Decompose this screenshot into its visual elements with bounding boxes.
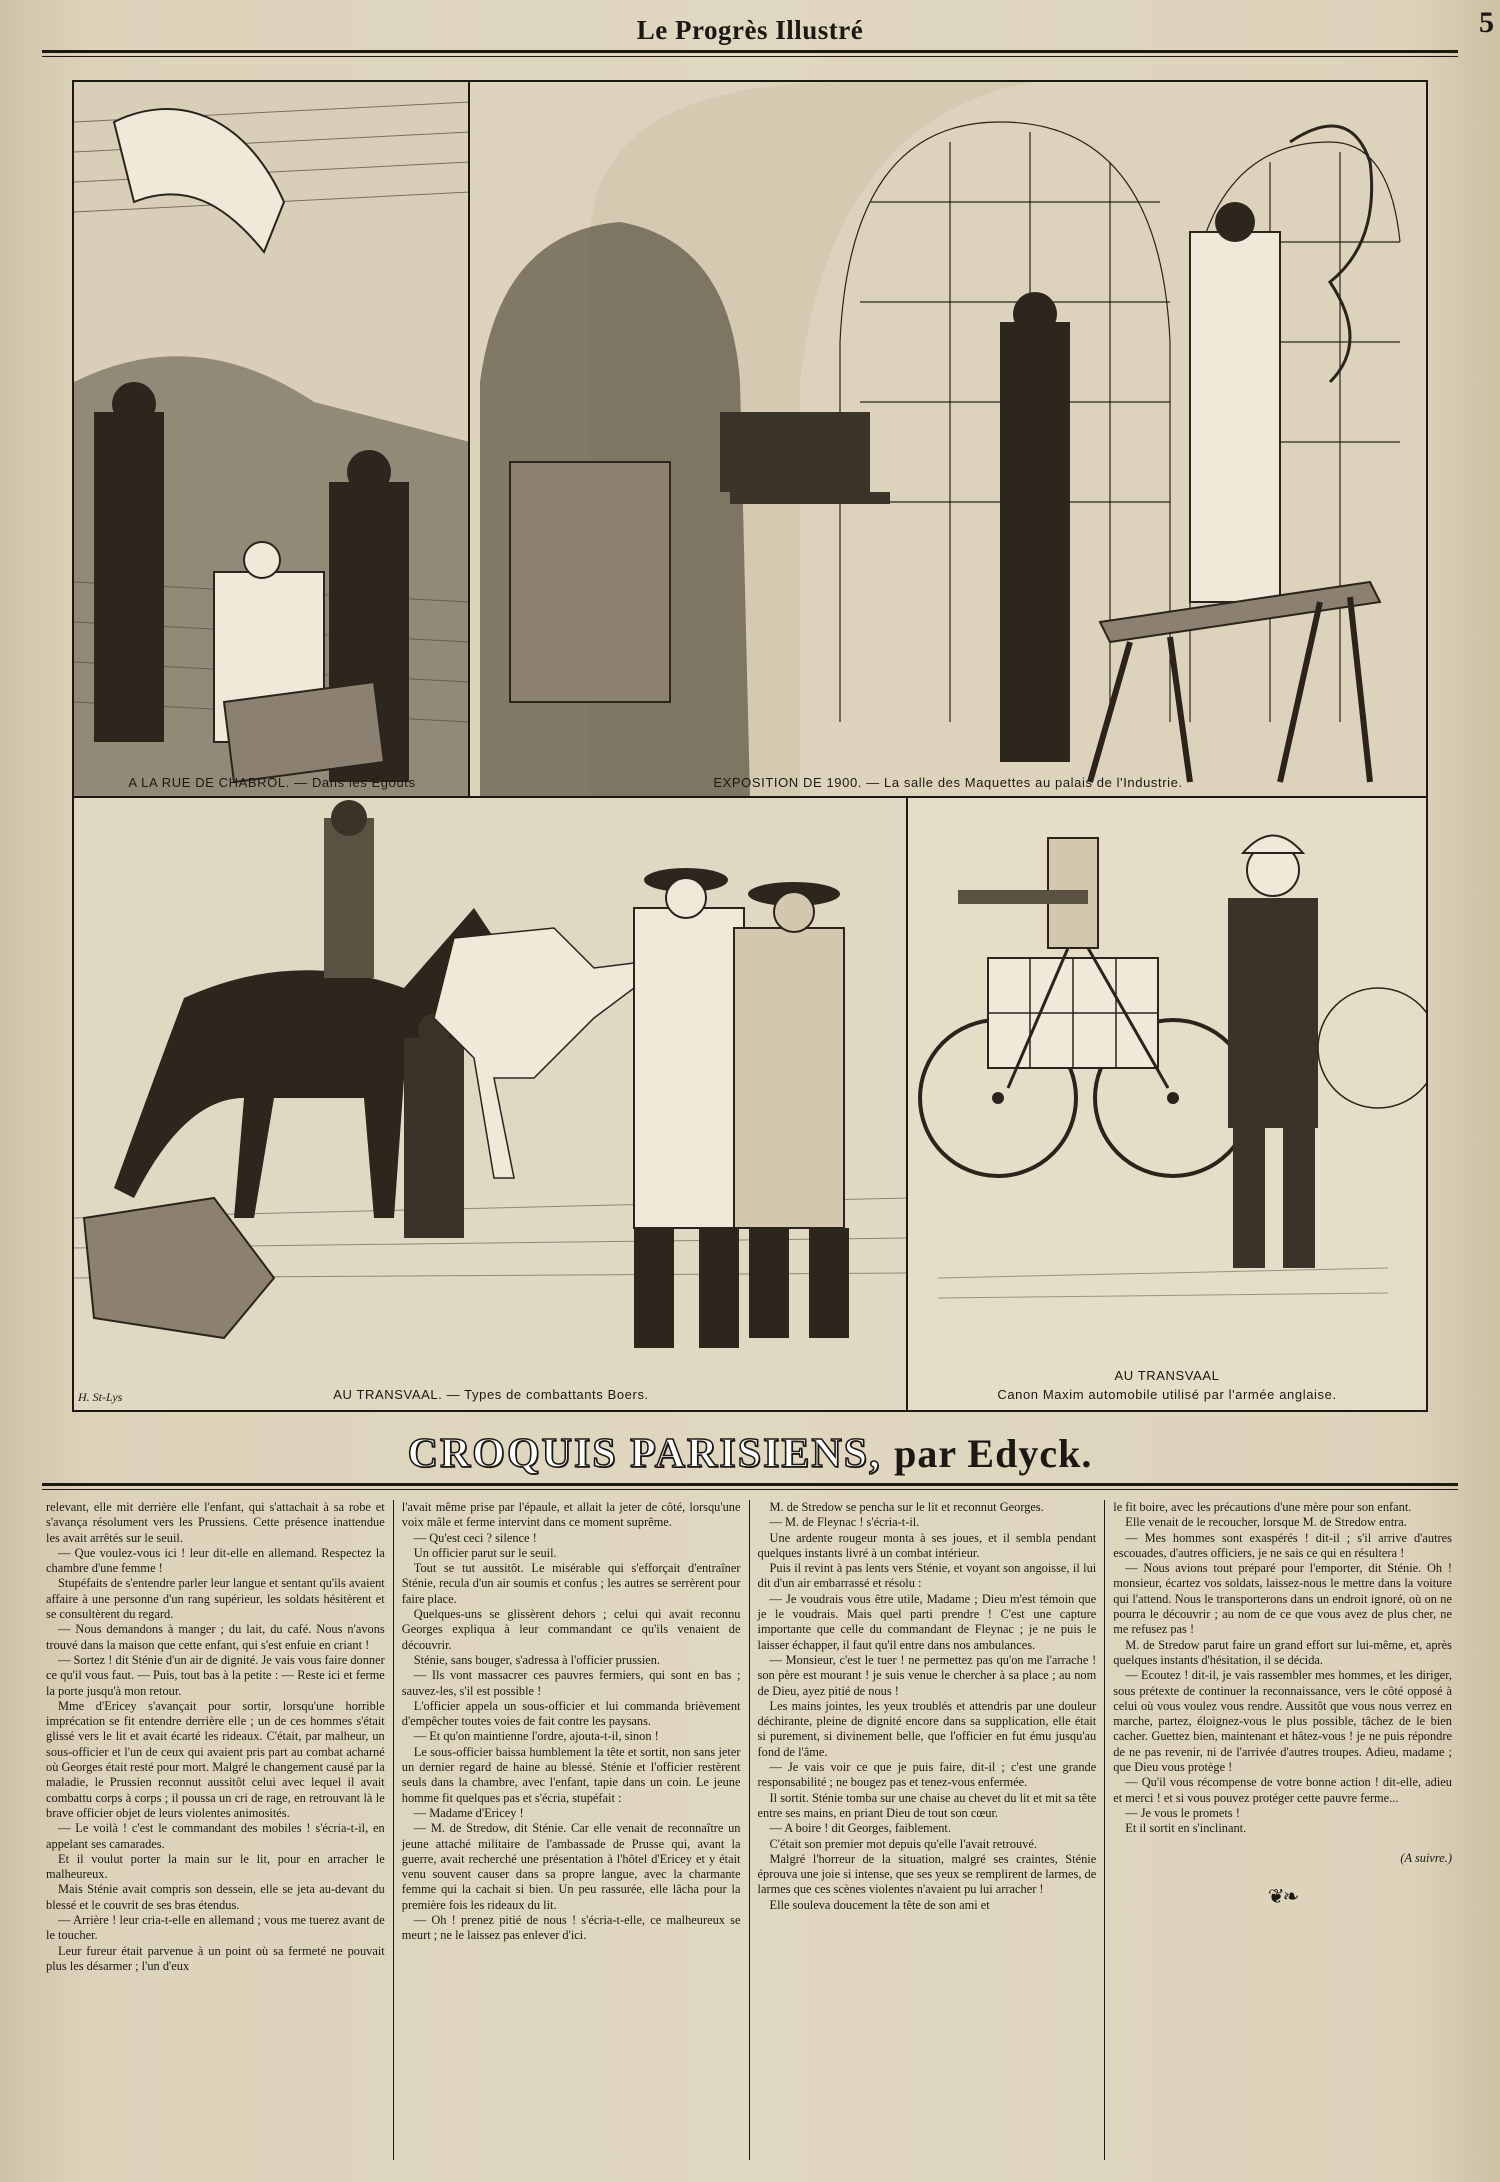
header-rule [42,50,1458,53]
paragraph: — Je vais voir ce que je puis faire, dit-il ; c'est une grande responsabilité ; ne bougez pas et tenez-vous enfermée. [757,1760,1097,1790]
caption-boers: AU TRANSVAAL. — Types de combattants Boers. [333,1387,649,1402]
paragraph: Et il sortit en s'inclinant. [1125,1821,1247,1836]
article-columns [38,1500,1460,2160]
to-be-continued: (A suivre.) [1400,1850,1452,1865]
paragraph: C'était son premier mot depuis qu'elle l'avait retrouvé. [769,1836,1038,1851]
illustration-chabrol [72,80,472,800]
newspaper-title: Le Progrès Illustré [636,14,864,45]
article-column-3 [750,1500,1106,2160]
engraving-sewer [74,82,470,798]
paragraph: Stupéfaits de s'entendre parler leur langue et sentant qu'ils avaient affaire à une personne d'un rang supérieur, les soldats hésitèrent et se consultèrent du regard. [46,1576,385,1622]
article-rule [42,1483,1458,1486]
paragraph: — Mes hommes sont exaspérés ! dit-il ; s'il arrive d'autres escouades, d'autres officiers, je ne sais ce qui en résultera ! [1113,1530,1452,1560]
paragraph: L'officier appela un sous-officier et lui commanda brièvement d'empêcher toutes voies de fait contre les paysans. [401,1698,741,1729]
headline-main: CROQUIS PARISIENS, [407,1431,882,1477]
paragraph: — Que voulez-vous ici ! leur dit-elle en allemand. Respectez la chambre d'une femme ! [46,1545,385,1576]
caption-maxim-title: AU TRANSVAAL [1114,1368,1220,1383]
paragraph: — Qu'est ceci ? silence ! [413,1530,537,1545]
fleuron-ornament-icon: ❦❧ [1267,1885,1298,1908]
header-rule-thin [42,56,1458,57]
paragraph: M. de Stredow parut faire un grand effort sur lui-même, et, après quelques instants d'hésitation, il se décida. [1113,1637,1452,1667]
paragraph: — A boire ! dit Georges, faiblement. [769,1821,951,1836]
paragraph: Les mains jointes, les yeux troublés et attendris par une douleur déchirante, pleine de dignité encore dans sa supplication, elle était si purement, si divinement belle, que l'officier en fut ému jusqu'au fond de l'âme. [757,1698,1097,1759]
paragraph: — Le voilà ! c'est le commandant des mobiles ! s'écria-t-il, en appelant ses camarades. [46,1821,385,1851]
paragraph: — Nous demandons à manger ; du lait, du café. Nous n'avons trouvé dans la maison que cette enfant, qui s'est enfuie en criant ! [46,1622,385,1652]
illustration-exposition [468,80,1428,800]
paragraph: — Qu'il vous récompense de votre bonne action ! dit-elle, adieu et merci ! et si vous pouvez protéger cette pauvre ferme... [1113,1775,1452,1805]
engraver-signature: H. St-Lys [78,1390,123,1404]
paragraph: Il sortit. Sténie tomba sur une chaise au chevet du lit et mit sa tête entre ses mains, en priant Dieu de tout son cœur. [757,1790,1097,1820]
paragraph: — Ils vont massacrer ces pauvres fermiers, qui sont en bas ; sauvez-les, s'il est possible ! [401,1668,741,1698]
article-rule-thin [42,1489,1458,1490]
paragraph: — Madame d'Ericey ! [413,1805,524,1820]
paragraph: — Je voudrais vous être utile, Madame ; Dieu m'est témoin que je le voudrais. Mais quel parti prendre ! C'est une capture importante que celle du commandant de Fleynac ; je ne puis le laisser échapper, il faut qu'il entre dans nos ambulances. [757,1591,1097,1652]
paragraph: — M. de Fleynac ! s'écria-t-il. [769,1515,920,1530]
paragraph: Malgré l'horreur de la situation, malgré ses craintes, Sténie éprouva une joie si intense, que ses yeux se remplirent de larmes, de larmes que ces scènes violentes n'avaient pu lui arracher ! [757,1851,1097,1897]
paragraph: le fit boire, avec les précautions d'une mère pour son enfant. [1113,1500,1412,1514]
engraving-maxim-gun [908,798,1426,1410]
paragraph: Et il voulut porter la main sur le lit, pour en arracher le malheureux. [46,1851,385,1882]
paragraph: M. de Stredow se pencha sur le lit et reconnut Georges. [769,1500,1044,1514]
page-number: 5 [1479,6,1494,39]
caption-maxim [908,1366,1426,1404]
engraving-model-hall [470,82,1426,798]
engraving-boer-fighters [74,798,908,1410]
paragraph: Sténie, sans bouger, s'adressa à l'officier prussien. [413,1652,661,1667]
paragraph: l'avait même prise par l'épaule, et allait la jeter de côté, lorsqu'une voix mâle et ferme intervint dans ce moment suprême. [401,1500,741,1530]
caption-exposition: EXPOSITION DE 1900. — La salle des Maquettes au palais de l'Industrie. [713,775,1183,790]
illustration-maxim [906,796,1428,1412]
paragraph: — Je vous le promets ! [1125,1805,1240,1820]
paragraph: Elle souleva doucement la tête de son ami et [769,1897,990,1912]
caption-chabrol: A LA RUE DE CHABROL. — Dans les Egouts [128,775,416,790]
article-column-1 [38,1500,394,2160]
paragraph: Un officier parut sur le seuil. [413,1545,557,1560]
paragraph: Leur fureur était parvenue à un point où sa fermeté ne pouvait plus les désarmer ; l'un d'eux [46,1943,385,1973]
headline-byline: par Edyck. [894,1431,1093,1476]
paragraph: Puis il revint à pas lents vers Sténie, et voyant son angoisse, il lui dit d'un air embarrassé et résolu : [757,1561,1097,1591]
running-head [42,10,1458,50]
paragraph: Quelques-uns se glissèrent dehors ; celui qui avait reconnu Georges expliqua à leur commandant ce qu'ils venaient de découvrir. [401,1607,741,1652]
paragraph: — Sortez ! dit Sténie d'un air de dignité. Je vais vous faire donner ce qu'il vous faut. — Puis, tout bas à la petite : — Reste ici et ferme la porte jusqu'à mon retour. [46,1652,385,1698]
paragraph: Mme d'Ericey s'avançait pour sortir, lorsqu'une horrible imprécation se fit entendre derrière elle ; un de ces hommes s'était glissé vers le lit et avait écarté les rideaux. C'était, par malheur, un sous-officier et l'un de ceux qui avaient pris part au combat acharné où Georges était resté pour mort. Malgré le changement causé par la maladie, le Prussien reconnut aussitôt celui avec lequel il avait combattu corps à corps ; il poussa un cri de rage, en retrouvant là le brave officier objet de leurs violentes animosités. [46,1698,385,1820]
paragraph: — Monsieur, c'est le tuer ! ne permettez pas qu'on me l'arrache ! son père est mourant ! je suis venue le chercher à sa place ; au nom de Dieu, ayez pitié de nous ! [757,1652,1097,1698]
headline [0,1430,1500,1478]
paragraph: Une ardente rougeur monta à ses joues, et il sembla pendant quelques instants livré à un combat intérieur. [757,1530,1097,1560]
paragraph: relevant, elle mit derrière elle l'enfant, qui s'attachait à sa robe et s'avança résolument vers les Prussiens. Cette présence inattendue les avait arrêtés sur le seuil. [46,1500,385,1545]
paragraph: — M. de Stredow, dit Sténie. Car elle venait de reconnaître un jeune attaché militaire de l'ambassade de Prusse qui, avant la guerre, avait recherché une présentation à l'hôtel d'Ericey et y était venu souvent causer dans sa propre langue, avec la charmante femme qui la cachait si bien. Un peu rassurée, elle lâcha pour la première fois les rideaux du lit. [401,1821,741,1912]
paragraph: Elle venait de le recoucher, lorsque M. de Stredow entra. [1125,1515,1407,1530]
paragraph: — Arrière ! leur cria-t-elle en allemand ; vous me tuerez avant de le toucher. [46,1913,385,1943]
paragraph: — Ecoutez ! dit-il, je vais rassembler mes hommes, et les diriger, sous prétexte de continuer la reconnaissance, vers le côté opposé à celui où vous voulez vous rendre. Aussitôt que vous nous verrez en marche, partez, éloignez-vous le plus possible, tâchez de le bien cacher. Guettez bien, maintenant et hâtez-vous ! je ne puis répondre de ne pas revenir, ni de l'arrivée d'autres troupes. Adieu, madame ; que Dieu vous protège ! [1113,1668,1452,1775]
illustration-boers [72,796,910,1412]
article-column-4 [1105,1500,1460,2160]
article-column-2 [394,1500,750,2160]
paragraph: Le sous-officier baissa humblement la tête et sortit, non sans jeter un dernier regard de haine au blessé. Sténie et l'officier restèrent seuls dans la chambre, avec l'enfant, tapie dans un coin. Le jeune homme fit quelques pas et s'écria, stupéfait : [401,1744,741,1805]
paragraph: — Nous avions tout préparé pour l'emporter, dit Sténie. Oh ! monsieur, écartez vos soldats, laissez-nous le mettre dans la voiture qui l'attend. Nous le transporterons dans un endroit ignoré, où on ne pourra le découvrir ; au nom de ce que vous avez de plus cher, ne me refusez pas ! [1113,1561,1452,1637]
paragraph: — Et qu'on maintienne l'ordre, ajouta-t-il, sinon ! [413,1729,659,1744]
caption-maxim-text: Canon Maxim automobile utilisé par l'armée anglaise. [997,1387,1337,1402]
paragraph: — Oh ! prenez pitié de nous ! s'écria-t-elle, ce malheureux se meurt ; ne le laissez pas enlever d'ici. [401,1913,741,1943]
paragraph: Mais Sténie avait compris son dessein, elle se jeta au-devant du blessé et le couvrit de ses bras étendus. [46,1882,385,1912]
paragraph: Tout se tut aussitôt. Le misérable qui s'efforçait d'entraîner Sténie, recula d'un air soumis et confus ; les autres se serrèrent pour faire place. [401,1561,741,1606]
